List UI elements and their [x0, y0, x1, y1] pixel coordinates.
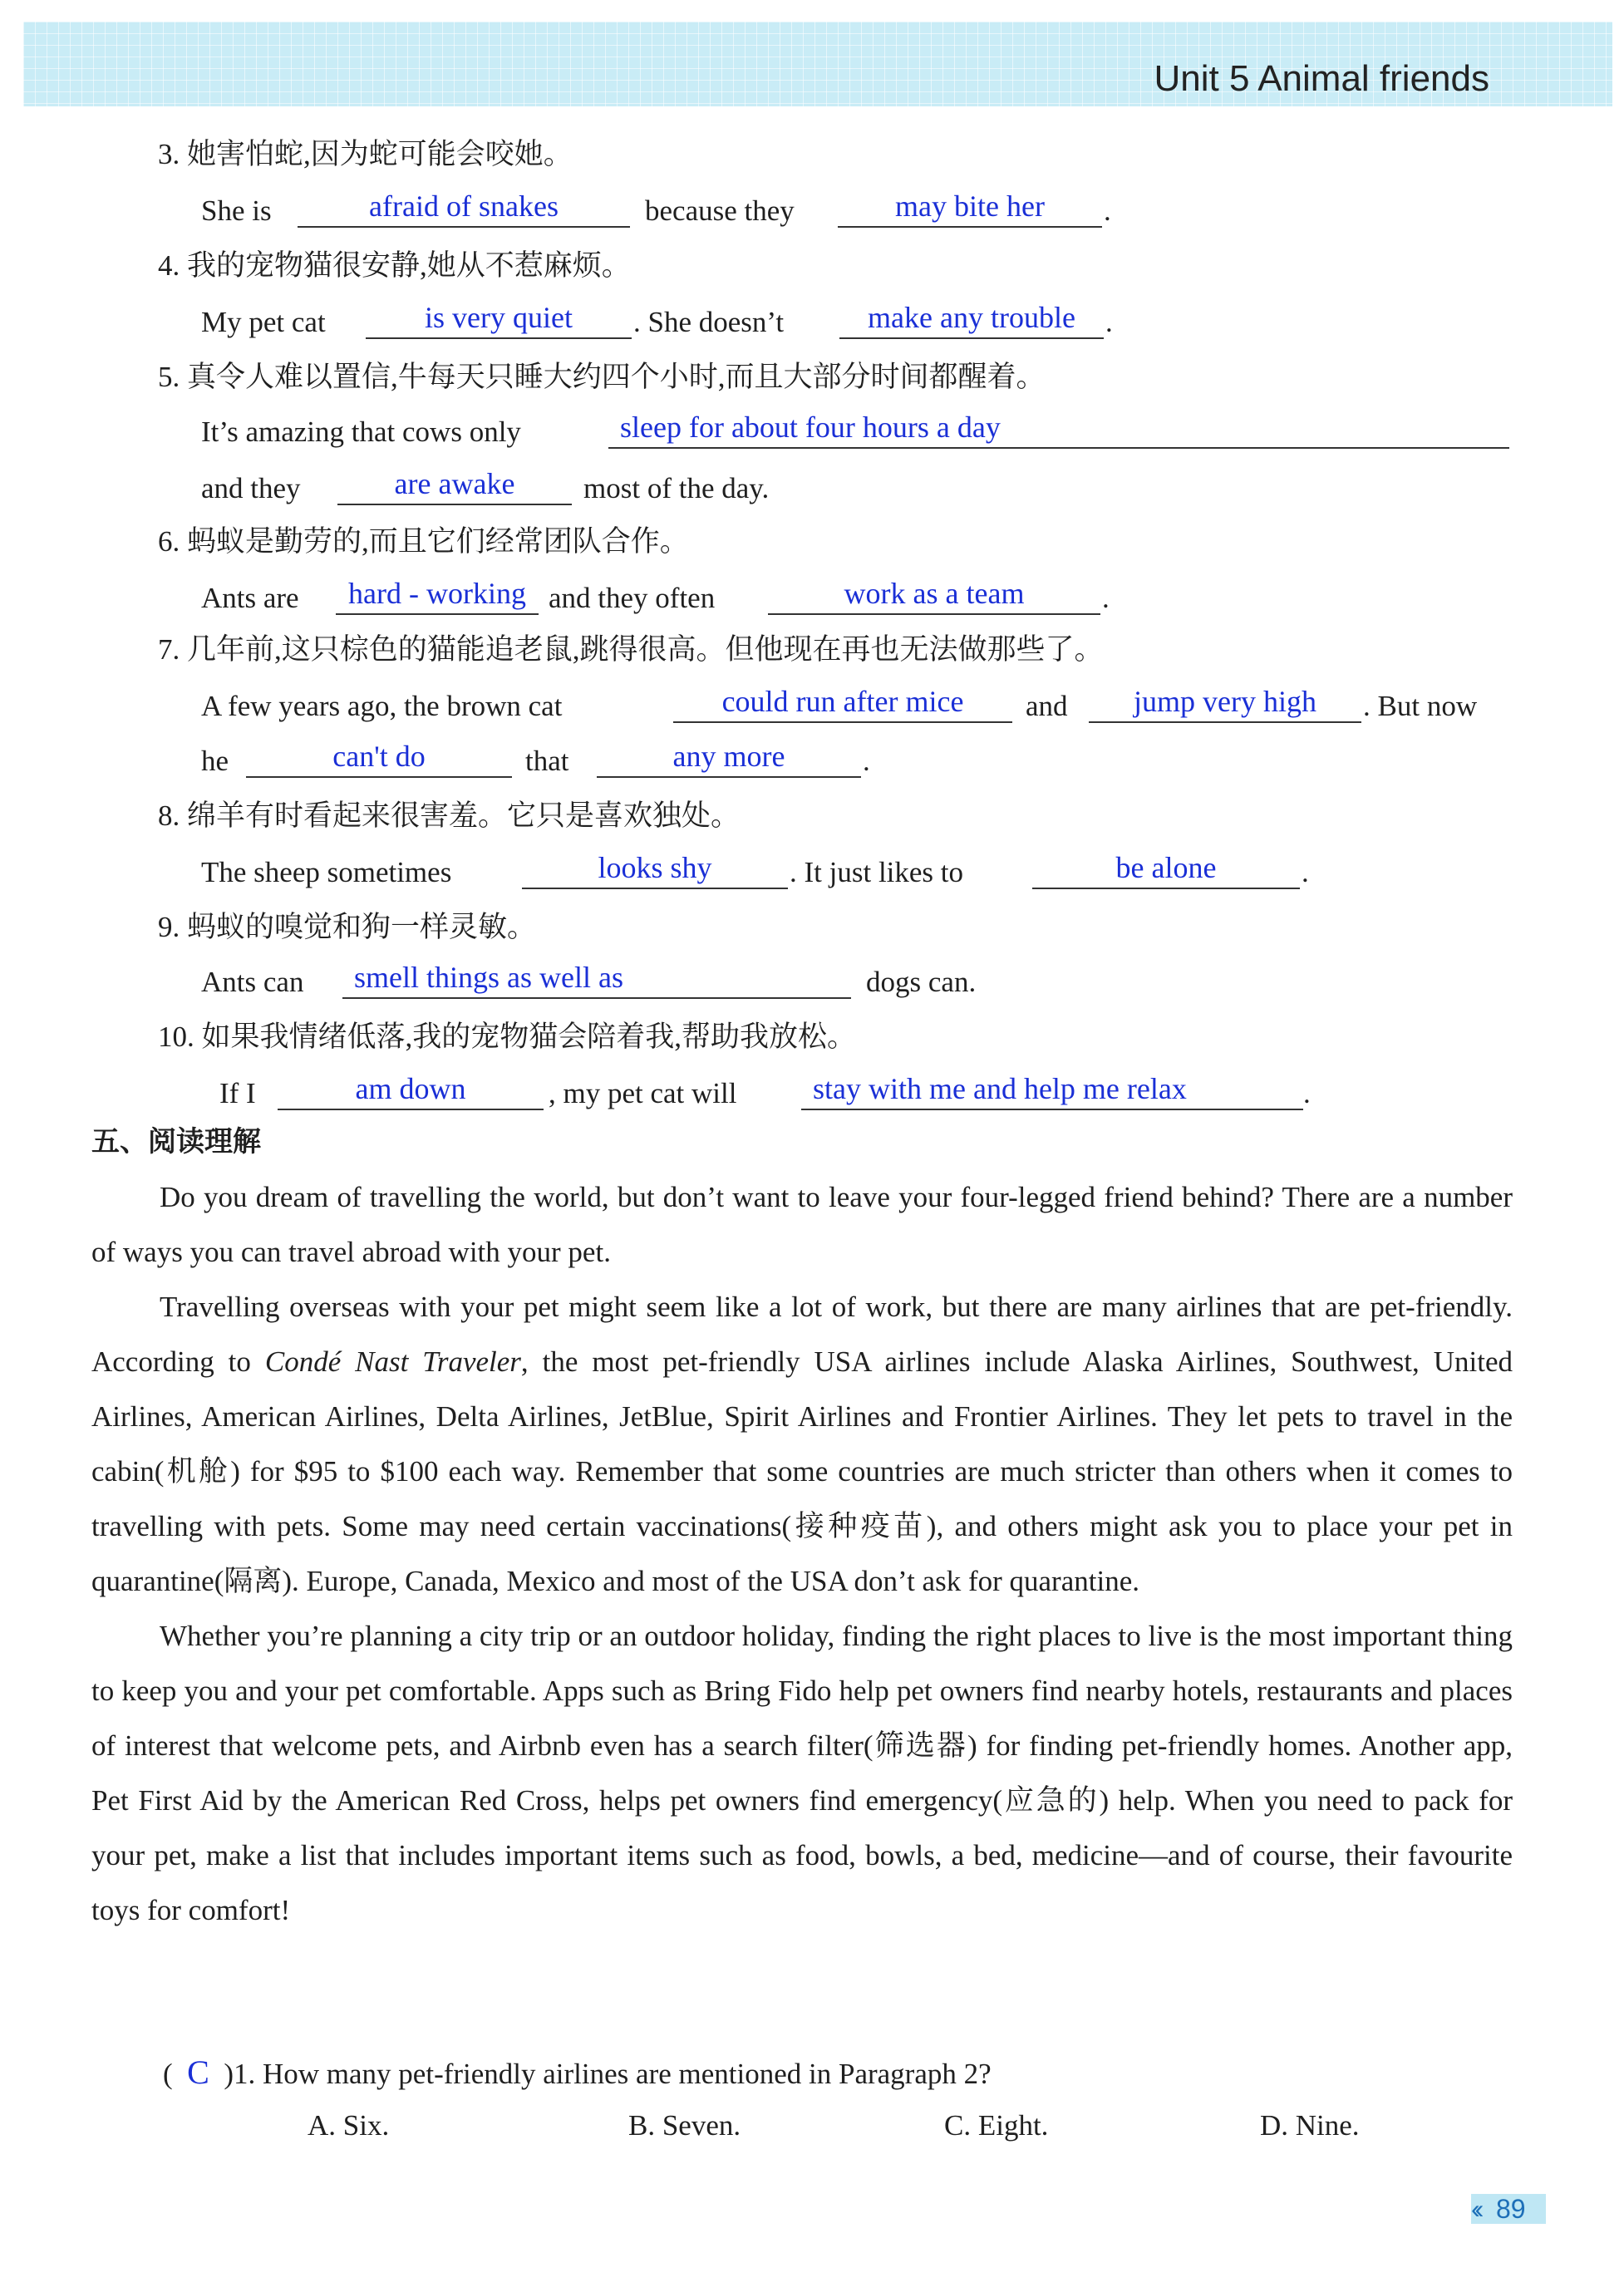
item-7-chinese: 7. 几年前,这只棕色的猫能追老鼠,跳得很高。但他现在再也无法做那些了。	[158, 633, 1104, 666]
item-8-blank-1: looks shy	[522, 851, 788, 889]
item-7-en2: and	[1026, 690, 1068, 722]
item-5-chinese: 5. 真令人难以置信,牛每天只睡大约四个小时,而且大部分时间都醒着。	[158, 361, 1046, 393]
item-8-blank-2: be alone	[1032, 851, 1300, 889]
item-7-en4: he	[201, 745, 229, 777]
item-3-en2: because they	[645, 194, 795, 227]
option-d: D. Nine.	[1260, 2109, 1360, 2142]
item-3-blank-1: afraid of snakes	[298, 189, 630, 228]
item-5-blank-2: are awake	[337, 467, 572, 505]
item-3-chinese: 3. 她害怕蛇,因为蛇可能会咬她。	[158, 138, 573, 170]
page-number-tab	[1471, 2194, 1546, 2224]
item-10-blank-2: stay with me and help me relax	[801, 1072, 1303, 1110]
item-5-blank-1: sleep for about four hours a day	[608, 411, 1509, 449]
item-7-en1: A few years ago, the brown cat	[201, 690, 563, 722]
paragraph-1: Do you dream of travelling the world, but don’t want to leave your four-legged friend behind? There are a number of ways you can travel abroad with your pet.	[91, 1181, 1513, 1268]
item-4-en2: . She doesn’t	[633, 306, 785, 338]
item-5-en1: It’s amazing that cows only	[201, 416, 521, 448]
item-7-blank-4: any more	[597, 740, 861, 778]
section-title-reading: 五、阅读理解	[91, 1125, 261, 1158]
item-10-end: .	[1303, 1077, 1311, 1109]
item-7-blank-1: could run after mice	[673, 685, 1012, 723]
item-10-en2: , my pet cat will	[549, 1077, 737, 1109]
item-6-blank-2: work as a team	[768, 577, 1100, 615]
item-7-blank-3: can't do	[246, 740, 512, 778]
item-7-end: .	[863, 745, 870, 777]
item-9-blank-1: smell things as well as	[342, 961, 851, 999]
item-7-en3: . But now	[1363, 690, 1478, 722]
option-a: A. Six.	[308, 2109, 390, 2142]
item-3-en1: She is	[201, 194, 272, 227]
item-8-chinese: 8. 绵羊有时看起来很害羞。它只是喜欢独处。	[158, 799, 741, 832]
item-9-end: dogs can.	[866, 966, 977, 998]
item-8-en2: . It just likes to	[790, 856, 964, 888]
item-6-end: .	[1102, 582, 1110, 614]
item-10-chinese: 10. 如果我情绪低落,我的宠物猫会陪着我,帮助我放松。	[158, 1021, 857, 1053]
question-1: ( C )1. How many pet-friendly airlines are mentioned in Paragraph 2?	[163, 2053, 992, 2091]
page-number: 89	[1496, 2194, 1526, 2224]
item-6-en1: Ants are	[201, 582, 299, 614]
item-4-end: .	[1105, 306, 1113, 338]
item-5-end: most of the day.	[583, 472, 770, 504]
option-c: C. Eight.	[944, 2109, 1049, 2142]
paragraph-3: Whether you’re planning a city trip or an outdoor holiday, finding the right places to live is the most important thing to keep you and your pet comfortable. Apps such as Bring Fido help pet owners find nearby hotels, restaurants and places of interest that welcome pets, and Airbnb even has a search filter(筛选器) for finding pet-friendly homes. Another app, Pet First Aid by the American Red Cross, helps pet owners find emergency(应急的) help. When you need to pack for your pet, make a list that includes important items such as food, bowls, a bed, medicine—and of course, their favourite toys for comfort!	[91, 1620, 1513, 1926]
item-10-blank-1: am down	[278, 1072, 544, 1110]
item-7-blank-2: jump very high	[1089, 685, 1361, 723]
item-9-chinese: 9. 蚂蚁的嗅觉和狗一样灵敏。	[158, 911, 537, 943]
item-4-en1: My pet cat	[201, 306, 326, 338]
item-9-en1: Ants can	[201, 966, 304, 998]
item-4-blank-2: make any trouble	[839, 301, 1104, 339]
item-5-en2: and they	[201, 472, 301, 504]
item-8-en1: The sheep sometimes	[201, 856, 452, 888]
item-8-end: .	[1302, 856, 1309, 888]
item-4-chinese: 4. 我的宠物猫很安静,她从不惹麻烦。	[158, 249, 631, 282]
item-6-chinese: 6. 蚂蚁是勤劳的,而且它们经常团队合作。	[158, 525, 689, 558]
item-3-end: .	[1104, 194, 1111, 227]
item-10-en1: If I	[219, 1077, 256, 1109]
reading-passage	[91, 1170, 1513, 1938]
item-6-en2: and they often	[549, 582, 716, 614]
option-b: B. Seven.	[628, 2109, 741, 2142]
item-6-blank-1: hard - working	[336, 577, 539, 615]
paragraph-2: Travelling overseas with your pet might seem like a lot of work, but there are many airlines that are pet-friendly. According to Condé Nast Traveler, the most pet-friendly USA airlines include Alaska Airlines, Southwest, United Airlines, American Airlines, Delta Airlines, JetBlue, Spirit Airlines and Frontier Airlines. They let pets to travel in the cabin(机舱) for $95 to $100 each way. Remember that some countries are much stricter than others when it comes to travelling with pets. Some may need certain vaccinations(接种疫苗), and others might ask you to place your pet in quarantine(隔离). Europe, Canada, Mexico and most of the USA don’t ask for quarantine.	[91, 1291, 1513, 1597]
question-1-answer: C	[187, 2053, 209, 2091]
item-3-blank-2: may bite her	[838, 189, 1102, 228]
item-7-en5: that	[525, 745, 569, 777]
item-4-blank-1: is very quiet	[366, 301, 632, 339]
double-chevron-left-icon: ‹‹	[1471, 2194, 1479, 2224]
magazine-title: Condé Nast Traveler	[264, 1345, 521, 1378]
unit-title: Unit 5 Animal friends	[1154, 58, 1489, 99]
